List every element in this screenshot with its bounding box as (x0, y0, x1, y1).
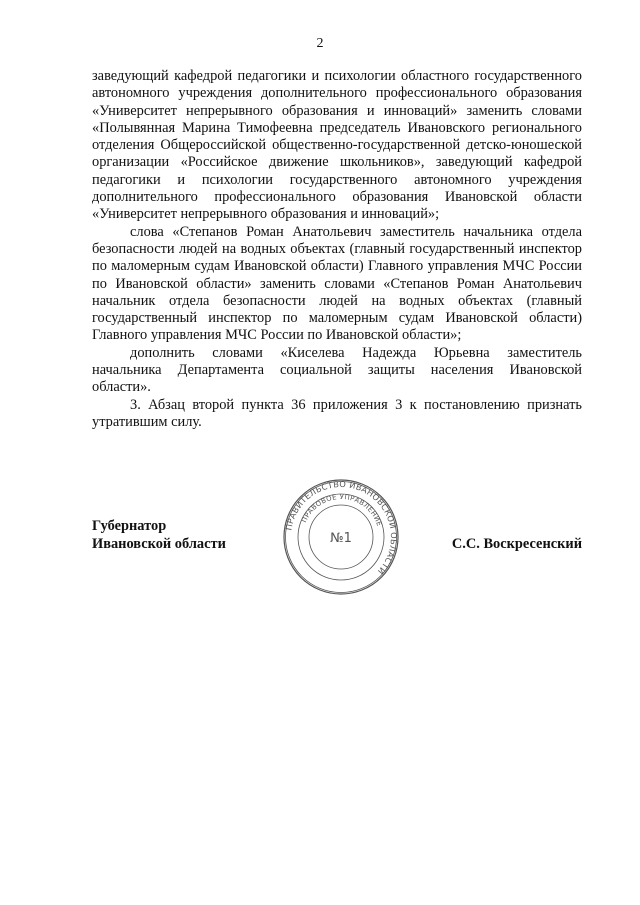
signatory-name: С.С. Воскресенский (451, 535, 582, 552)
paragraph-stepanov: слова «Степанов Роман Анатольевич заместитель начальника отдела безопасности людей на водных объектах (главный государственный инспектор по маломерным судам Ивановской области) Главного управления МЧС России по Ивановской области» заменить словами «Степанов Роман Анатольевич начальник отдела безопасности людей на водных объектах (главный государственный инспектор по маломерным судам Ивановской области) Главного управления МЧС России по Ивановской области»; (92, 223, 582, 344)
document-body (92, 68, 582, 431)
position-line-1: Губернатор (92, 518, 167, 534)
signatory-position (92, 518, 226, 553)
seal-inner-text: ПРАВОВОЕ УПРАВЛЕНИЕ (300, 492, 384, 528)
paragraph-continuation: заведующий кафедрой педагогики и психологии областного государственного автономного учреждения дополнительного профессионального образования «Университет непрерывного образования и инноваций» заменить словами «Полывянная Марина Тимофеевна председатель Ивановского регионального отделения Общероссийской общественно-государственной детско-юношеской организации «Российское движение школьников», заведующий кафедрой педагогики и психологии государственного автономного учреждения дополнительного профессионального образования Ивановской области «Университет непрерывного образования и инноваций»; (92, 68, 582, 223)
paragraph-kiseleva: дополнить словами «Киселева Надежда Юрьевна заместитель начальника Департамента социальной защиты населения Ивановской области». (92, 344, 582, 396)
seal-center-text: №1 (330, 531, 352, 546)
signature-block (92, 518, 582, 598)
page-number: 2 (316, 36, 324, 51)
seal-outer-text: ПРАВИТЕЛЬСТВО ИВАНОВСКОЙ ОБЛАСТИ (283, 478, 400, 577)
position-line-2: Ивановской области (92, 535, 226, 552)
paragraph-item-3: 3. Абзац второй пункта 36 приложения 3 к постановлению признать утратившим силу. (92, 396, 582, 430)
